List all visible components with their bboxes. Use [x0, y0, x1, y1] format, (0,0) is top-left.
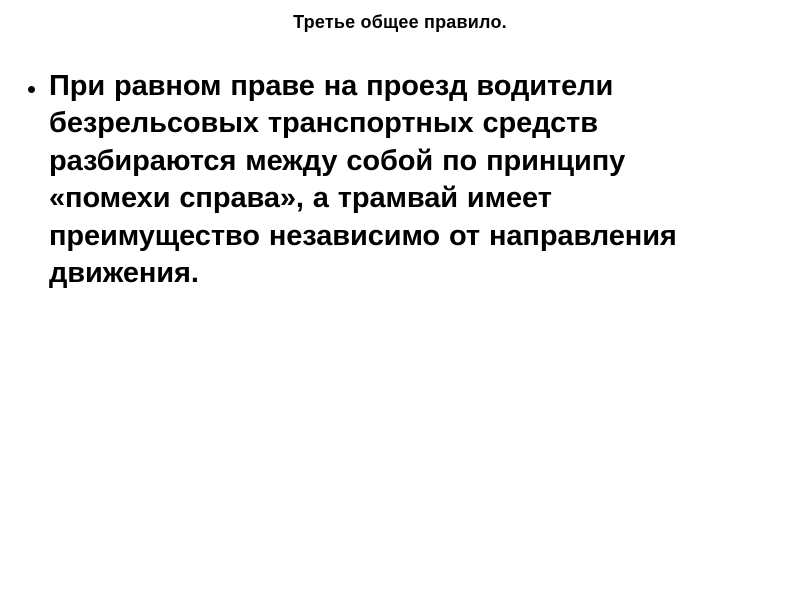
list-item [28, 68, 748, 292]
page-title: Третье общее правило. [293, 12, 507, 32]
slide-body [28, 68, 748, 292]
list-item-text: При равном праве на проезд водители безрельсовых транспортных средств разбираются между собой по принципу «помехи справа», а трамвай имеет преимущество независимо от направления движения. [49, 70, 677, 290]
bullet-dot-icon [28, 86, 35, 93]
